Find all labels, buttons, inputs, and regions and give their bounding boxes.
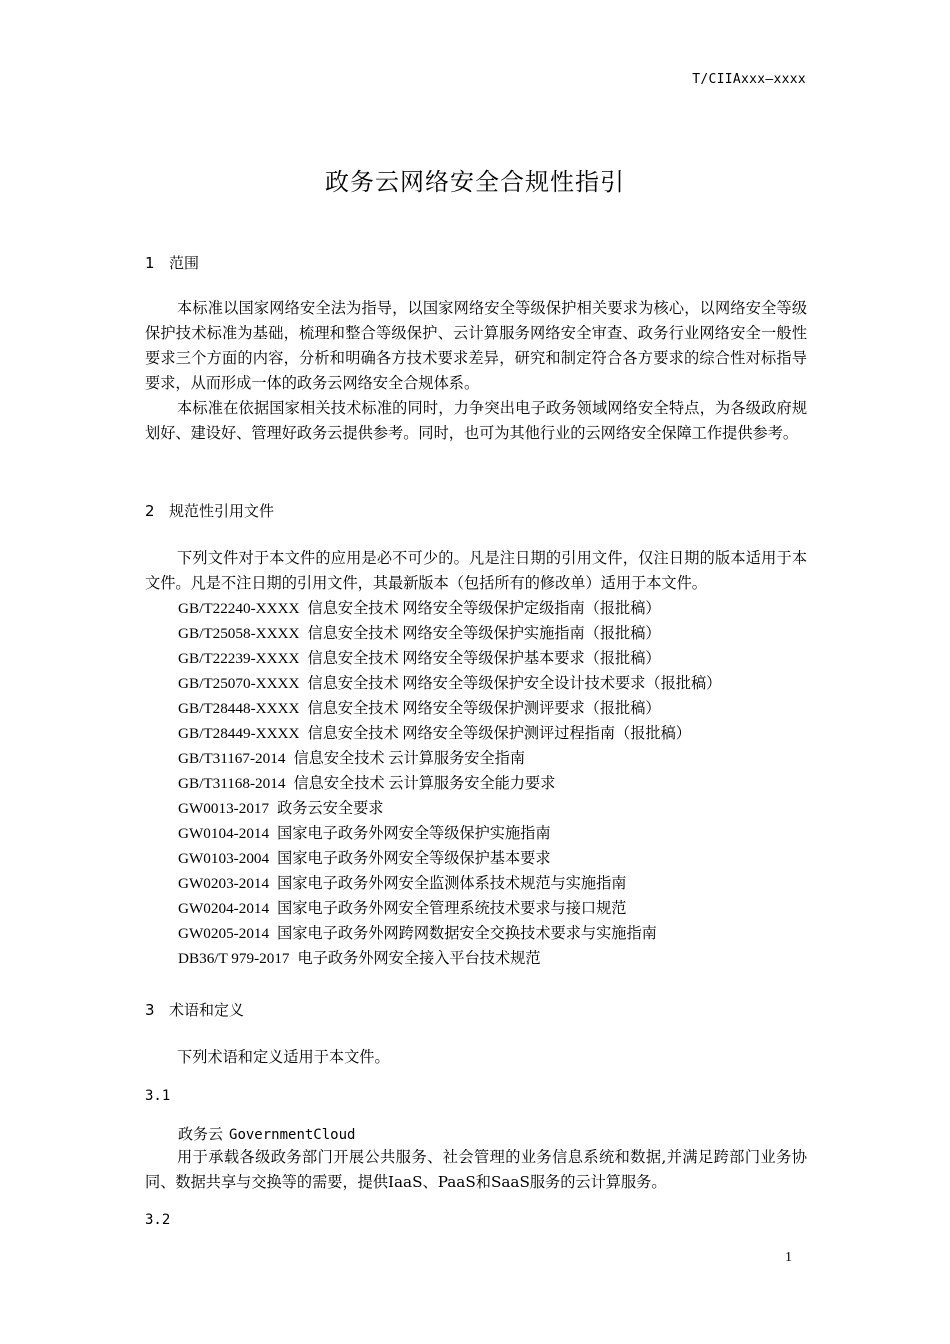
reference-name: 信息安全技术 云计算服务安全指南: [293, 750, 526, 767]
reference-code: GW0104-2014: [178, 825, 270, 842]
reference-item: [178, 896, 721, 921]
reference-code: GW0103-2004: [178, 850, 270, 867]
section-title: 规范性引用文件: [169, 502, 275, 520]
section-heading-terms: [145, 999, 244, 1020]
reference-code: GB/T22239-XXXX: [178, 650, 300, 667]
paragraph: 用于承载各级政务部门开展公共服务、社会管理的业务信息系统和数据,并满足跨部门业务协同、数据共享与交换等的需要，提供IaaS、PaaS和SaaS服务的云计算服务。: [145, 1148, 807, 1191]
reference-item: [178, 646, 721, 671]
reference-item: [178, 621, 721, 646]
standard-code-header: T/CIIAxxx—xxxx: [692, 72, 806, 87]
document-title: 政务云网络安全合规性指引: [325, 168, 625, 196]
term-title: [178, 1123, 355, 1144]
reference-name: 电子政务外网安全接入平台技术规范: [297, 950, 541, 967]
reference-item: [178, 796, 721, 821]
reference-item: [178, 846, 721, 871]
section-heading-normative-references: [145, 500, 274, 521]
page-number: 1: [785, 1250, 792, 1265]
reference-name: 国家电子政务外网安全等级保护基本要求: [277, 850, 551, 867]
references-intro: [145, 546, 807, 596]
reference-code: GW0013-2017: [178, 800, 270, 817]
paragraph: 下列术语和定义适用于本文件。: [177, 1048, 390, 1066]
reference-code: GW0204-2014: [178, 900, 270, 917]
reference-name: 信息安全技术 网络安全等级保护实施指南（报批稿）: [307, 625, 661, 642]
reference-code: DB36/T 979-2017: [178, 950, 290, 967]
reference-item: [178, 596, 721, 621]
paragraph: 本标准在依据国家相关技术标准的同时，力争突出电子政务领域网络安全特点，为各级政府规划好、建设好、管理好政务云提供参考。同时，也可为其他行业的云网络安全保障工作提供参考。: [145, 399, 807, 442]
reference-name: 信息安全技术 网络安全等级保护测评过程指南（报批稿）: [307, 725, 691, 742]
reference-code: GW0203-2014: [178, 875, 270, 892]
reference-list: [178, 596, 721, 971]
clause-number: 3.2: [145, 1212, 171, 1228]
reference-item: [178, 771, 721, 796]
reference-name: 国家电子政务外网安全管理系统技术要求与接口规范: [277, 900, 627, 917]
paragraph: 本标准以国家网络安全法为指导，以国家网络安全等级保护相关要求为核心，以网络安全等级保护技术标准为基础，梳理和整合等级保护、云计算服务网络安全审查、政务行业网络安全一般性要求三个方面的内容，分析和明确各方技术要求差异，研究和制定符合各方要求的综合性对标指导要求，从而形成一体的政务云网络安全合规体系。: [145, 299, 807, 392]
reference-name: 信息安全技术 网络安全等级保护基本要求（报批稿）: [307, 650, 661, 667]
reference-name: 信息安全技术 网络安全等级保护定级指南（报批稿）: [307, 600, 661, 617]
section-number: 1: [145, 254, 155, 272]
reference-item: [178, 746, 721, 771]
reference-name: 国家电子政务外网安全等级保护实施指南: [277, 825, 551, 842]
reference-name: 政务云安全要求: [277, 800, 384, 817]
reference-item: [178, 871, 721, 896]
reference-item: [178, 721, 721, 746]
reference-code: GB/T22240-XXXX: [178, 600, 300, 617]
reference-item: [178, 921, 721, 946]
reference-name: 信息安全技术 网络安全等级保护测评要求（报批稿）: [307, 700, 661, 717]
reference-item: [178, 946, 721, 971]
reference-name: 信息安全技术 网络安全等级保护安全设计技术要求（报批稿）: [307, 675, 722, 692]
reference-name: 国家电子政务外网安全监测体系技术规范与实施指南: [277, 875, 627, 892]
section-number: 2: [145, 502, 155, 520]
reference-code: GB/T31168-2014: [178, 775, 286, 792]
reference-code: GB/T28449-XXXX: [178, 725, 300, 742]
reference-item: [178, 671, 721, 696]
scope-body: [145, 296, 807, 446]
term-chinese: 政务云: [178, 1125, 224, 1143]
term-definition: [145, 1145, 807, 1195]
paragraph: 下列文件对于本文件的应用是必不可少的。凡是注日期的引用文件，仅注日期的版本适用于本文件。凡是不注日期的引用文件，其最新版本（包括所有的修改单）适用于本文件。: [145, 549, 807, 592]
clause-number: 3.1: [145, 1088, 171, 1104]
reference-code: GW0205-2014: [178, 925, 270, 942]
section-title: 术语和定义: [169, 1001, 245, 1019]
reference-code: GB/T31167-2014: [178, 750, 286, 767]
reference-item: [178, 821, 721, 846]
term-english: GovernmentCloud: [229, 1127, 356, 1143]
section-number: 3: [145, 1001, 155, 1019]
reference-code: GB/T25058-XXXX: [178, 625, 300, 642]
reference-name: 信息安全技术 云计算服务安全能力要求: [293, 775, 556, 792]
reference-item: [178, 696, 721, 721]
reference-code: GB/T25070-XXXX: [178, 675, 300, 692]
section-title: 范围: [169, 254, 200, 272]
section-heading-scope: [145, 252, 199, 273]
terms-intro: [145, 1045, 807, 1070]
reference-name: 国家电子政务外网跨网数据安全交换技术要求与实施指南: [277, 925, 657, 942]
reference-code: GB/T28448-XXXX: [178, 700, 300, 717]
